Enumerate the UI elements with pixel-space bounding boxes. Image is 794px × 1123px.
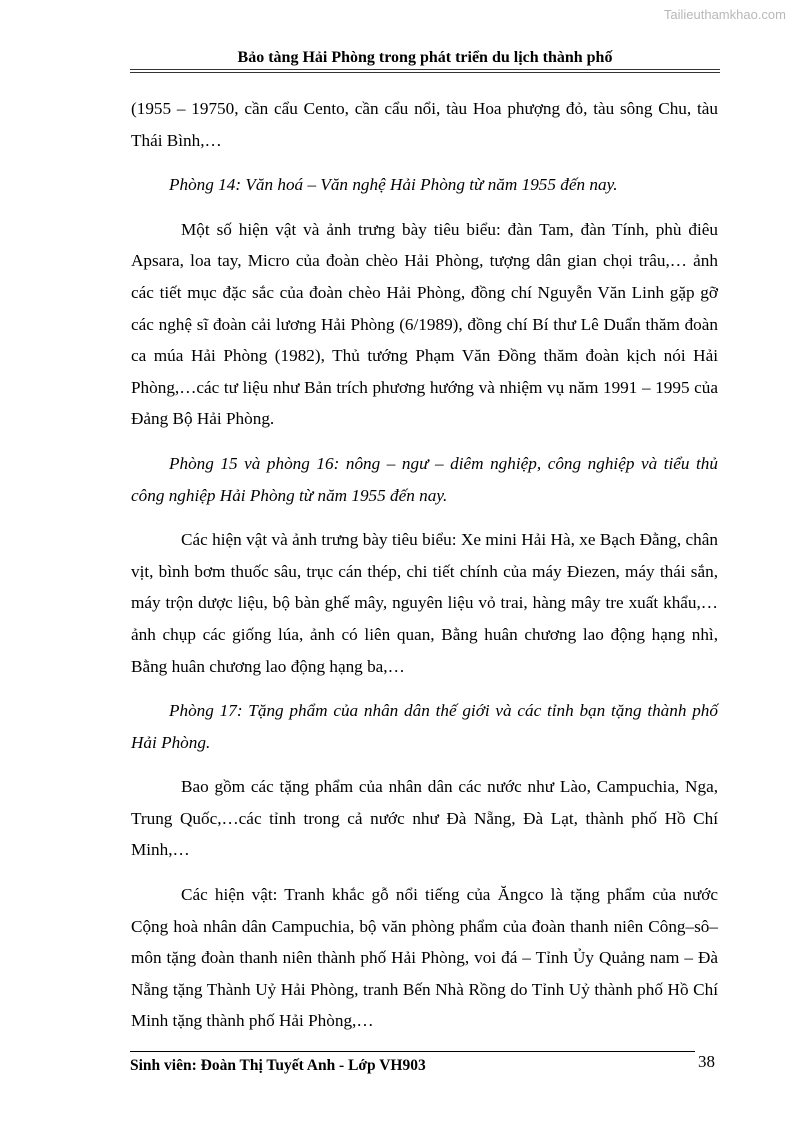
paragraph-room-17-gifts: Bao gồm các tặng phẩm của nhân dân các nước như Lào, Campuchia, Nga, Trung Quốc,…các tỉnh trong cả nước như Đà Nẵng, Đà Lạt, thành phố Hồ Chí Minh,… [131, 777, 718, 860]
paragraph-room-17-artifacts: Các hiện vật: Tranh khắc gỗ nổi tiếng của Ăngco là tặng phẩm của nước Cộng hoà nhân dân Campuchia, bộ văn phòng phẩm của đoàn thanh niên Công–sô–môn tặng đoàn thanh niên thành phố Hải Phòng, voi đá – Tỉnh Ủy Quảng nam – Đà Nẵng tặng Thành Uỷ Hải Phòng, tranh Bến Nhà Rồng do Tỉnh Uỷ thành phố Hồ Chí Minh tặng thành phố Hải Phòng,… [131, 885, 718, 1031]
section-heading-room-15-16: Phòng 15 và phòng 16: nông – ngư – diêm nghiệp, công nghiệp và tiểu thủ công nghiệp Hải Phòng từ năm 1955 đến nay. [131, 453, 718, 505]
paragraph-ship-list: (1955 – 19750, cần cẩu Cento, cần cẩu nổi, tàu Hoa phượng đỏ, tàu sông Chu, tàu Thái Bình,… [131, 99, 718, 150]
header-double-rule [130, 69, 720, 73]
section-heading-room-14: Phòng 14: Văn hoá – Văn nghệ Hải Phòng từ năm 1955 đến nay. [169, 175, 618, 195]
watermark-text: Tailieuthamkhao.com [663, 7, 786, 22]
section-heading-room-17: Phòng 17: Tặng phẩm của nhân dân thế giới và các tỉnh bạn tặng thành phố Hải Phòng. [131, 701, 718, 752]
page-number: 38 [698, 1052, 715, 1071]
page-header-title: Bảo tàng Hải Phòng trong phát triển du lịch thành phố [237, 49, 613, 66]
footer-student-info: Sinh viên: Đoàn Thị Tuyết Anh - Lớp VH903 [130, 1057, 426, 1074]
footer-rule [130, 1051, 695, 1052]
document-body [131, 93, 718, 1050]
paragraph-room-15-16-items: Các hiện vật và ảnh trưng bày tiêu biểu: Xe mini Hải Hà, xe Bạch Đằng, chân vịt, bình bơm thuốc sâu, trục cán thép, chi tiết chính của máy Điezen, máy thái sắn, máy trộn dược liệu, bộ bàn ghế mây, nguyên liệu vỏ trai, hàng mây tre xuất khẩu,… ảnh chụp các giống lúa, ảnh có liên quan, Bằng huân chương lao động hạng nhì, Bằng huân chương lao động hạng ba,… [131, 530, 718, 676]
paragraph-room-14-items: Một số hiện vật và ảnh trưng bày tiêu biểu: đàn Tam, đàn Tính, phù điêu Apsara, loa tay, Micro của đoàn chèo Hải Phòng, tượng dân gian chọi trâu,… ảnh các tiết mục đặc sắc của đoàn chèo Hải Phòng, đồng chí Nguyễn Văn Linh gặp gỡ các nghệ sĩ đoàn cải lương Hải Phòng (6/1989), đồng chí Bí thư Lê Duẩn thăm đoàn ca múa Hải Phòng (1982), Thủ tướng Phạm Văn Đồng thăm đoàn kịch nói Hải Phòng,…các tư liệu như Bản trích phương hướng và nhiệm vụ năm 1991 – 1995 của Đảng Bộ Hải Phòng. [131, 219, 718, 429]
